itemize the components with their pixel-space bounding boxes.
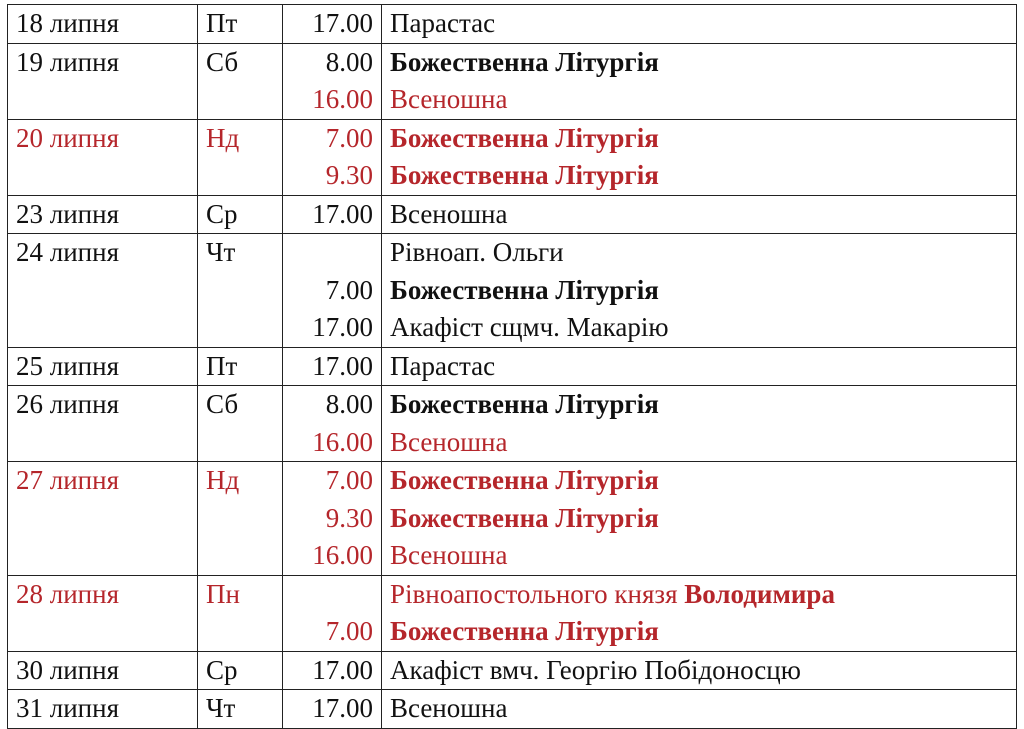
weekday-text: Нд — [206, 465, 240, 495]
service-name: Божественна Літургія — [390, 616, 659, 646]
date-cell — [8, 43, 198, 119]
service-cell — [382, 119, 1017, 195]
date-cell — [8, 575, 198, 651]
table-row — [8, 575, 1017, 651]
service-time: 17.00 — [312, 350, 373, 381]
service-cell — [382, 575, 1017, 651]
service-time: 17.00 — [312, 654, 373, 685]
table-row — [8, 234, 1017, 348]
weekday-cell — [198, 43, 283, 119]
weekday-text: Пт — [206, 8, 238, 38]
date-cell — [8, 195, 198, 234]
service-name-emphasis: Володимира — [684, 578, 835, 609]
weekday-cell — [198, 119, 283, 195]
service-entry — [390, 120, 1008, 158]
weekday-cell — [198, 575, 283, 651]
service-name: Всеношна — [390, 426, 508, 457]
service-cell — [382, 5, 1017, 44]
service-cell — [382, 462, 1017, 576]
date-cell — [8, 119, 198, 195]
service-entry — [390, 348, 1008, 386]
weekday-text: Сб — [206, 46, 239, 77]
weekday-text: Сб — [206, 389, 239, 419]
date-cell — [8, 690, 198, 729]
schedule-table — [7, 4, 1017, 729]
time-cell — [283, 347, 382, 386]
table-row — [8, 386, 1017, 462]
service-entry — [390, 81, 1008, 119]
service-name: Рівноап. Ольги — [390, 237, 564, 267]
service-time: 9.30 — [325, 160, 373, 190]
schedule-body — [8, 5, 1017, 729]
weekday-cell — [198, 5, 283, 44]
date-text: 30 липня — [16, 654, 119, 685]
time-cell — [283, 195, 382, 234]
date-text: 18 липня — [16, 8, 119, 38]
service-name: Божественна Літургія — [390, 389, 659, 419]
service-time: 16.00 — [312, 426, 373, 457]
table-row — [8, 195, 1017, 234]
service-name: Божественна Літургія — [390, 46, 659, 77]
date-text: 19 липня — [16, 46, 119, 77]
date-cell — [8, 234, 198, 348]
date-text: 20 липня — [16, 122, 119, 153]
table-row — [8, 462, 1017, 576]
service-cell — [382, 347, 1017, 386]
service-entry — [390, 157, 1008, 195]
service-name: Акафіст вмч. Георгію Побідоносцю — [390, 654, 801, 685]
service-entry — [390, 272, 1008, 310]
service-cell — [382, 43, 1017, 119]
table-row — [8, 5, 1017, 44]
service-name: Божественна Літургія — [390, 502, 659, 533]
service-entry — [390, 613, 1008, 651]
service-entry — [390, 462, 1008, 500]
weekday-cell — [198, 651, 283, 690]
service-entry — [390, 500, 1008, 538]
date-text: 27 липня — [16, 465, 119, 495]
service-name: Всеношна — [390, 693, 508, 723]
service-name: Парастас — [390, 350, 496, 381]
date-text: 24 липня — [16, 237, 119, 267]
service-entry — [390, 537, 1008, 575]
service-entry — [390, 44, 1008, 82]
table-row — [8, 119, 1017, 195]
service-time: 9.30 — [325, 502, 373, 533]
weekday-cell — [198, 690, 283, 729]
service-time: 7.00 — [325, 616, 373, 646]
service-name: Божественна Літургія — [390, 122, 659, 153]
date-text: 31 липня — [16, 693, 119, 723]
service-name: Акафіст сщмч. Макарію — [390, 312, 669, 342]
weekday-cell — [198, 195, 283, 234]
table-row — [8, 347, 1017, 386]
weekday-cell — [198, 234, 283, 348]
service-entry — [390, 386, 1008, 424]
date-cell — [8, 5, 198, 44]
service-time: 17.00 — [312, 312, 373, 342]
weekday-text: Пт — [206, 350, 238, 381]
date-cell — [8, 462, 198, 576]
service-time: 8.00 — [325, 389, 373, 419]
service-cell — [382, 690, 1017, 729]
service-name: Божественна Літургія — [390, 274, 659, 305]
service-name: Божественна Літургія — [390, 465, 659, 495]
weekday-text: Пн — [206, 578, 240, 609]
service-entry — [390, 196, 1008, 234]
service-cell — [382, 651, 1017, 690]
time-cell — [283, 43, 382, 119]
service-name: Рівноапостольного князя — [390, 578, 685, 609]
service-name: Божественна Літургія — [390, 160, 659, 190]
service-time: 16.00 — [312, 84, 373, 114]
service-time — [291, 234, 373, 272]
service-name: Всеношна — [390, 84, 508, 114]
date-text: 28 липня — [16, 578, 119, 609]
table-row — [8, 43, 1017, 119]
date-text: 26 липня — [16, 389, 119, 419]
service-time: 16.00 — [312, 540, 373, 570]
service-entry — [390, 652, 1008, 690]
service-cell — [382, 195, 1017, 234]
service-time: 17.00 — [312, 8, 373, 38]
service-name: Парастас — [390, 8, 496, 38]
weekday-text: Ср — [206, 654, 238, 685]
time-cell — [283, 234, 382, 348]
weekday-text: Чт — [206, 237, 236, 267]
date-text: 25 липня — [16, 350, 119, 381]
date-cell — [8, 347, 198, 386]
date-text: 23 липня — [16, 198, 119, 229]
table-row — [8, 690, 1017, 729]
service-entry — [390, 576, 1008, 614]
time-cell — [283, 462, 382, 576]
date-cell — [8, 651, 198, 690]
service-time: 7.00 — [325, 465, 373, 495]
service-entry — [390, 234, 1008, 272]
time-cell — [283, 5, 382, 44]
weekday-text: Чт — [206, 693, 236, 723]
service-time: 7.00 — [325, 274, 373, 305]
table-row — [8, 651, 1017, 690]
time-cell — [283, 651, 382, 690]
time-cell — [283, 690, 382, 729]
weekday-cell — [198, 462, 283, 576]
time-cell — [283, 386, 382, 462]
service-name: Всеношна — [390, 540, 508, 570]
service-entry — [390, 690, 1008, 728]
service-time: 17.00 — [312, 198, 373, 229]
service-cell — [382, 234, 1017, 348]
weekday-cell — [198, 386, 283, 462]
time-cell — [283, 575, 382, 651]
service-name: Всеношна — [390, 198, 508, 229]
service-time: 17.00 — [312, 693, 373, 723]
service-time: 8.00 — [325, 46, 373, 77]
service-entry — [390, 424, 1008, 462]
weekday-text: Нд — [206, 122, 240, 153]
service-time — [291, 576, 373, 614]
time-cell — [283, 119, 382, 195]
weekday-text: Ср — [206, 198, 238, 229]
date-cell — [8, 386, 198, 462]
service-entry — [390, 5, 1008, 43]
service-entry — [390, 309, 1008, 347]
weekday-cell — [198, 347, 283, 386]
service-cell — [382, 386, 1017, 462]
service-time: 7.00 — [325, 122, 373, 153]
